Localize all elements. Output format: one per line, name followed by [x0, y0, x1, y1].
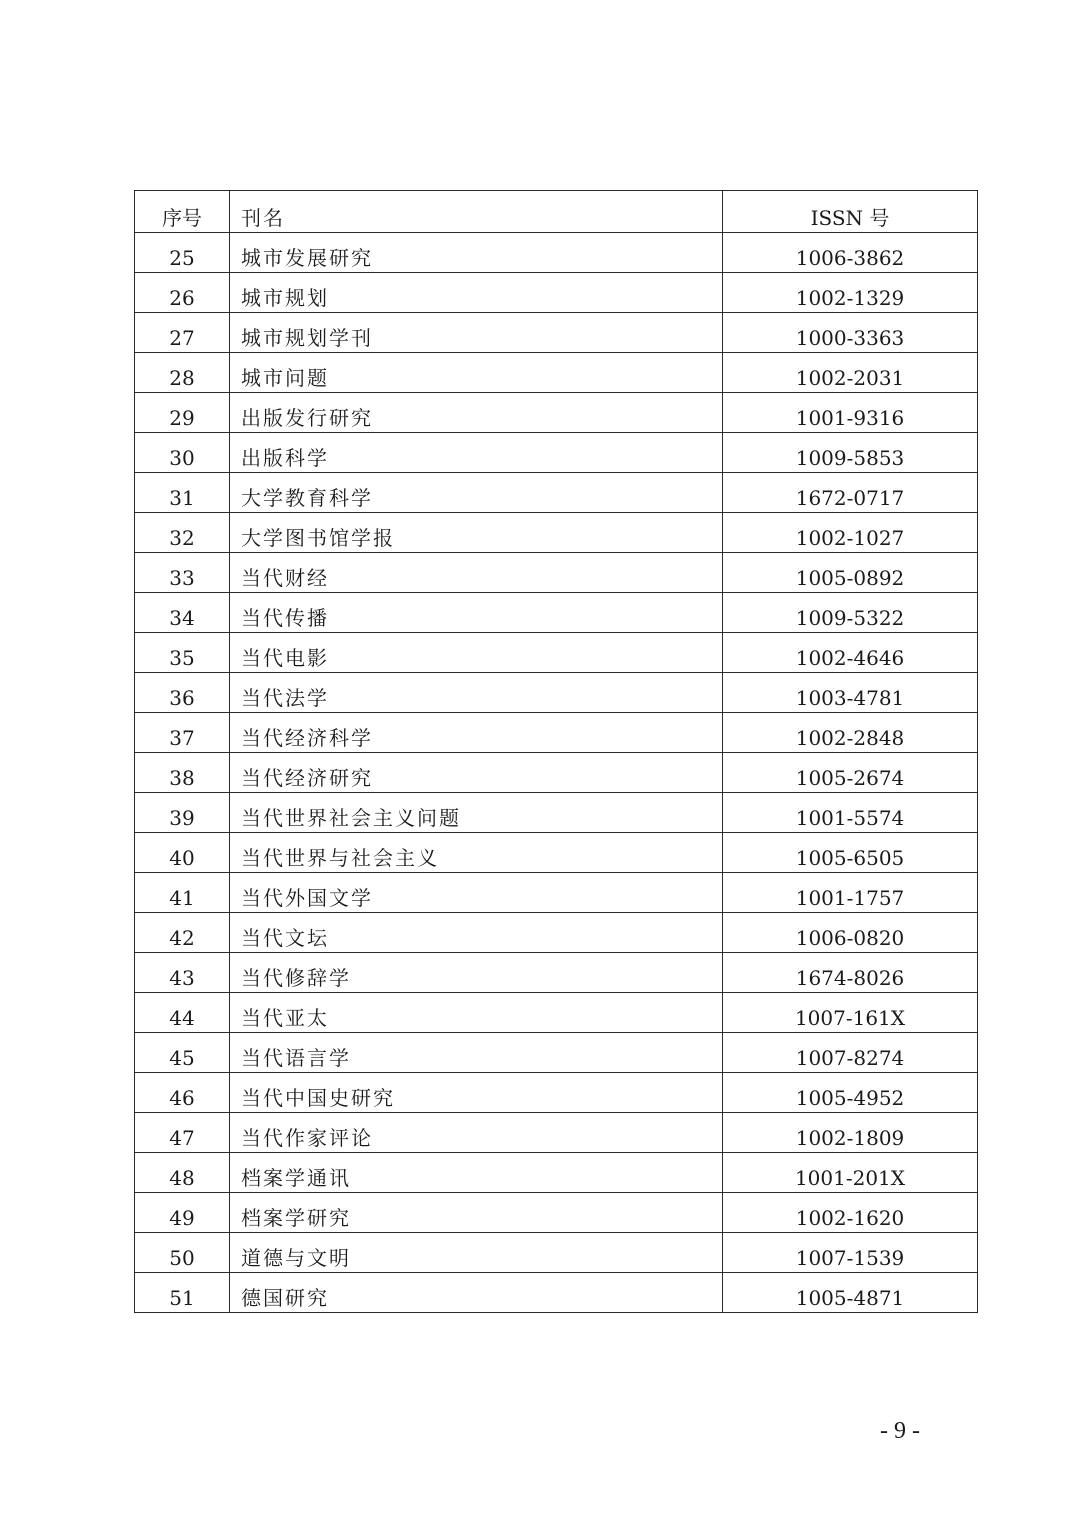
row-issn: 1006-0820	[723, 913, 978, 953]
row-issn: 1007-161X	[723, 993, 978, 1033]
row-journal-name: 道德与文明	[230, 1233, 723, 1273]
row-issn: 1674-8026	[723, 953, 978, 993]
row-num: 49	[135, 1193, 230, 1233]
table-row	[135, 393, 978, 433]
table-row	[135, 953, 978, 993]
row-num: 28	[135, 353, 230, 393]
row-journal-name: 当代作家评论	[230, 1113, 723, 1153]
row-issn: 1002-1809	[723, 1113, 978, 1153]
page-number: - 9 -	[880, 1418, 920, 1444]
table-row	[135, 673, 978, 713]
row-journal-name: 当代经济科学	[230, 713, 723, 753]
table-row	[135, 753, 978, 793]
row-journal-name: 德国研究	[230, 1273, 723, 1313]
row-journal-name: 当代财经	[230, 553, 723, 593]
table-row	[135, 273, 978, 313]
row-num: 26	[135, 273, 230, 313]
row-journal-name: 大学图书馆学报	[230, 513, 723, 553]
row-issn: 1002-2848	[723, 713, 978, 753]
table-row	[135, 1113, 978, 1153]
row-issn: 1002-1620	[723, 1193, 978, 1233]
row-issn: 1009-5853	[723, 433, 978, 473]
row-journal-name: 当代法学	[230, 673, 723, 713]
table-row	[135, 473, 978, 513]
row-issn: 1002-4646	[723, 633, 978, 673]
row-journal-name: 城市发展研究	[230, 233, 723, 273]
row-issn: 1005-4871	[723, 1273, 978, 1313]
row-num: 39	[135, 793, 230, 833]
row-issn: 1005-6505	[723, 833, 978, 873]
row-num: 32	[135, 513, 230, 553]
row-journal-name: 当代世界与社会主义	[230, 833, 723, 873]
row-num: 34	[135, 593, 230, 633]
table-body	[135, 191, 978, 1313]
row-journal-name: 大学教育科学	[230, 473, 723, 513]
row-journal-name: 当代语言学	[230, 1033, 723, 1073]
header-issn: ISSN 号	[723, 191, 978, 233]
row-journal-name: 当代电影	[230, 633, 723, 673]
row-num: 38	[135, 753, 230, 793]
table-row	[135, 633, 978, 673]
row-journal-name: 当代世界社会主义问题	[230, 793, 723, 833]
row-issn: 1001-201X	[723, 1153, 978, 1193]
row-num: 30	[135, 433, 230, 473]
row-num: 40	[135, 833, 230, 873]
table-row	[135, 913, 978, 953]
row-num: 51	[135, 1273, 230, 1313]
row-issn: 1002-1027	[723, 513, 978, 553]
row-journal-name: 档案学通讯	[230, 1153, 723, 1193]
row-num: 25	[135, 233, 230, 273]
row-issn: 1005-2674	[723, 753, 978, 793]
table-row	[135, 1193, 978, 1233]
row-issn: 1007-1539	[723, 1233, 978, 1273]
row-issn: 1006-3862	[723, 233, 978, 273]
row-issn: 1005-4952	[723, 1073, 978, 1113]
row-num: 29	[135, 393, 230, 433]
table-row	[135, 553, 978, 593]
table-row	[135, 793, 978, 833]
row-num: 35	[135, 633, 230, 673]
row-num: 50	[135, 1233, 230, 1273]
row-num: 43	[135, 953, 230, 993]
row-issn: 1007-8274	[723, 1033, 978, 1073]
table-row	[135, 433, 978, 473]
row-issn: 1003-4781	[723, 673, 978, 713]
table-row	[135, 1233, 978, 1273]
table-row	[135, 233, 978, 273]
table-row	[135, 1153, 978, 1193]
row-journal-name: 当代经济研究	[230, 753, 723, 793]
table-row	[135, 873, 978, 913]
row-journal-name: 出版科学	[230, 433, 723, 473]
row-journal-name: 城市规划	[230, 273, 723, 313]
table-header-row	[135, 191, 978, 233]
row-journal-name: 当代文坛	[230, 913, 723, 953]
table-row	[135, 513, 978, 553]
row-issn: 1001-9316	[723, 393, 978, 433]
row-journal-name: 当代修辞学	[230, 953, 723, 993]
row-issn: 1000-3363	[723, 313, 978, 353]
row-journal-name: 出版发行研究	[230, 393, 723, 433]
table-row	[135, 713, 978, 753]
row-num: 27	[135, 313, 230, 353]
row-journal-name: 城市问题	[230, 353, 723, 393]
row-num: 31	[135, 473, 230, 513]
row-journal-name: 当代传播	[230, 593, 723, 633]
row-issn: 1005-0892	[723, 553, 978, 593]
row-num: 44	[135, 993, 230, 1033]
row-issn: 1001-5574	[723, 793, 978, 833]
table-row	[135, 1033, 978, 1073]
row-issn: 1672-0717	[723, 473, 978, 513]
row-issn: 1001-1757	[723, 873, 978, 913]
row-num: 37	[135, 713, 230, 753]
row-num: 42	[135, 913, 230, 953]
row-issn: 1009-5322	[723, 593, 978, 633]
table-row	[135, 833, 978, 873]
header-num: 序号	[135, 191, 230, 233]
row-num: 33	[135, 553, 230, 593]
row-num: 36	[135, 673, 230, 713]
table-row	[135, 1273, 978, 1313]
table-row	[135, 353, 978, 393]
row-issn: 1002-2031	[723, 353, 978, 393]
row-journal-name: 当代中国史研究	[230, 1073, 723, 1113]
table-row	[135, 1073, 978, 1113]
row-num: 48	[135, 1153, 230, 1193]
table-row	[135, 993, 978, 1033]
row-issn: 1002-1329	[723, 273, 978, 313]
row-journal-name: 当代亚太	[230, 993, 723, 1033]
row-journal-name: 当代外国文学	[230, 873, 723, 913]
row-num: 41	[135, 873, 230, 913]
row-journal-name: 城市规划学刊	[230, 313, 723, 353]
header-name: 刊名	[230, 191, 723, 233]
row-num: 45	[135, 1033, 230, 1073]
journal-table	[134, 190, 978, 1313]
table-row	[135, 313, 978, 353]
row-journal-name: 档案学研究	[230, 1193, 723, 1233]
row-num: 46	[135, 1073, 230, 1113]
row-num: 47	[135, 1113, 230, 1153]
table-row	[135, 593, 978, 633]
